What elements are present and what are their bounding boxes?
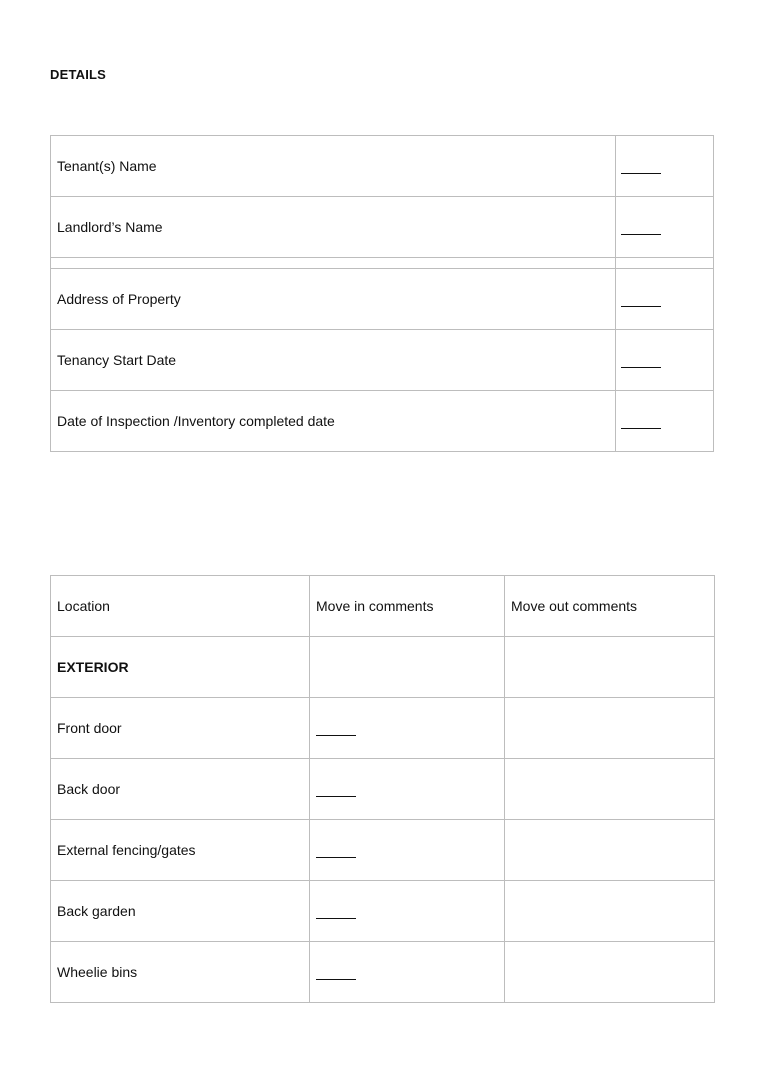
table-row [51, 269, 714, 330]
table-row [51, 820, 715, 881]
table-row [51, 942, 715, 1003]
move-in-field[interactable] [310, 942, 505, 1003]
location-cell: Front door [51, 698, 310, 759]
blank-line [621, 428, 661, 429]
move-out-field[interactable] [505, 942, 715, 1003]
details-label: Tenant(s) Name [51, 136, 616, 197]
move-out-field[interactable] [505, 759, 715, 820]
table-row [51, 881, 715, 942]
location-cell: Back door [51, 759, 310, 820]
table-row [51, 391, 714, 452]
details-value-field[interactable] [616, 197, 714, 258]
column-header-move-out: Move out comments [505, 576, 715, 637]
table-header-row [51, 576, 715, 637]
move-out-field[interactable] [505, 698, 715, 759]
blank-line [621, 306, 661, 307]
blank-line [621, 367, 661, 368]
details-value-field[interactable] [616, 391, 714, 452]
inventory-table [50, 575, 715, 1003]
section-heading: DETAILS [50, 67, 107, 82]
move-in-field[interactable] [310, 820, 505, 881]
section-label: EXTERIOR [51, 637, 310, 698]
details-value-field[interactable] [616, 269, 714, 330]
location-cell: Back garden [51, 881, 310, 942]
blank-line [316, 918, 356, 919]
section-row [51, 637, 715, 698]
move-in-field[interactable] [310, 698, 505, 759]
spacer-cell [616, 258, 714, 269]
blank-line [316, 857, 356, 858]
blank-line [316, 796, 356, 797]
blank-line [316, 735, 356, 736]
table-row [51, 330, 714, 391]
column-header-location: Location [51, 576, 310, 637]
details-label: Date of Inspection /Inventory completed date [51, 391, 616, 452]
details-label: Landlord’s Name [51, 197, 616, 258]
location-cell: Wheelie bins [51, 942, 310, 1003]
location-cell: External fencing/gates [51, 820, 310, 881]
details-table [50, 135, 714, 452]
move-in-field[interactable] [310, 881, 505, 942]
empty-cell [310, 637, 505, 698]
table-row [51, 136, 714, 197]
details-value-field[interactable] [616, 136, 714, 197]
details-value-field[interactable] [616, 330, 714, 391]
spacer-row [51, 258, 714, 269]
table-row [51, 759, 715, 820]
blank-line [316, 979, 356, 980]
move-in-field[interactable] [310, 759, 505, 820]
table-row [51, 197, 714, 258]
blank-line [621, 234, 661, 235]
details-label: Tenancy Start Date [51, 330, 616, 391]
table-row [51, 698, 715, 759]
empty-cell [505, 637, 715, 698]
details-label: Address of Property [51, 269, 616, 330]
blank-line [621, 173, 661, 174]
move-out-field[interactable] [505, 820, 715, 881]
move-out-field[interactable] [505, 881, 715, 942]
spacer-cell [51, 258, 616, 269]
column-header-move-in: Move in comments [310, 576, 505, 637]
